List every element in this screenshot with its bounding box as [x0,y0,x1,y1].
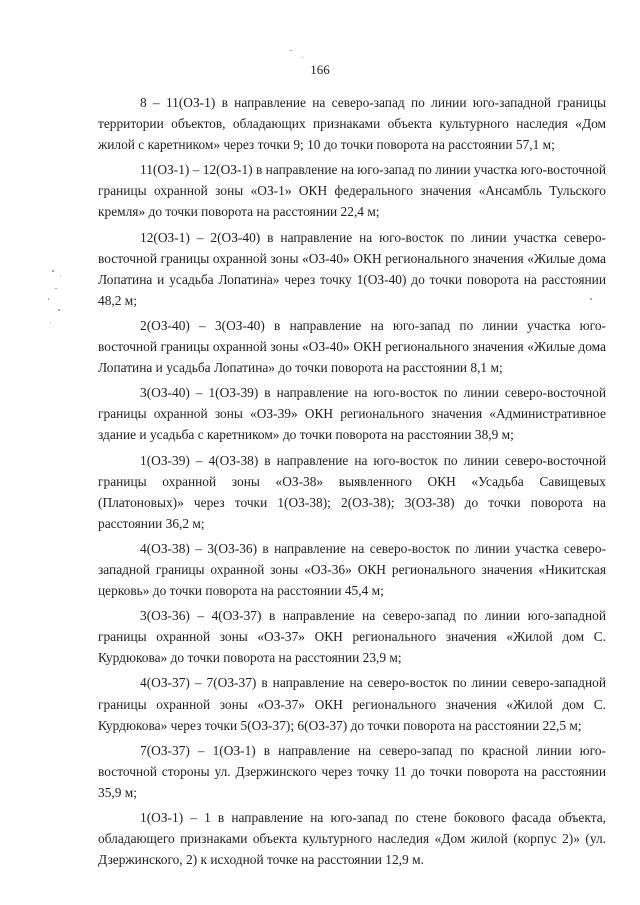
paragraph: 4(ОЗ-38) – 3(ОЗ-36) в направление на северо-восток по линии участка северо-западной границы охранной зоны «ОЗ-36» ОКН регионального значения «Никитская церковь» до точки поворота на расстоянии 45,4 м; [98,540,606,599]
page-number: 166 [310,62,330,77]
paragraph: 7(ОЗ-37) – 1(ОЗ-1) в направление на северо-запад по красной линии юго-восточной стороны ул. Дзержинского через точку 11 до точки поворота на расстоянии 35,9 м; [98,742,606,800]
document-body [98,92,606,874]
paragraph: 3(ОЗ-36) – 4(ОЗ-37) в направление на северо-запад по линии юго-западной границы охранной зоны «ОЗ-37» ОКН регионального значения «Жилой дом С. Курдюкова» до точки поворота на расстоянии 23,9 м; [98,608,606,666]
paragraph: 3(ОЗ-40) – 1(ОЗ-39) в направление на юго-восток по линии северо-восточной границы охранной зоны «ОЗ-39» ОКН регионального значения «Административное здание и усадьба с каретником» до точки поворота на расстоянии 38,9 м; [98,385,606,443]
paragraph: 12(ОЗ-1) – 2(ОЗ-40) в направление на юго-восток по линии участка северо-восточной границы охранной зоны «ОЗ-40» ОКН регионального значения «Жилые дома Лопатина и усадьба Лопатина» через точку 1(ОЗ-40) до точки поворота на расстоянии 48,2 м; [98,229,606,308]
paragraph: 1(ОЗ-1) – 1 в направление на юго-запад по стене бокового фасада объекта, обладающего признаками объекта культурного наследия «Дом жилой (корпус 2)» (ул. Дзержинского, 2) к исходной точке на расстоянии 12,9 м. [98,810,606,868]
paragraph: 4(ОЗ-37) – 7(ОЗ-37) в направление на северо-восток по линии северо-западной границы охранной зоны «ОЗ-37» ОКН регионального значения «Жилой дом С. Курдюкова» через точки 5(ОЗ-37); 6(ОЗ-37) до точки поворота на расстоянии 22,5 м; [98,675,606,733]
paragraph: 2(ОЗ-40) – 3(ОЗ-40) в направление на юго-запад по линии участка юго-восточной границы охранной зоны «ОЗ-40» ОКН регионального значения «Жилые дома Лопатина и усадьба Лопатина» до точки поворота на расстоянии 8,1 м; [98,317,606,376]
paragraph: 1(ОЗ-39) – 4(ОЗ-38) в направление на юго-восток по линии северо-восточной границы охранной зоны «ОЗ-38» выявленного ОКН «Усадьба Савищевых (Платоновых)» через точки 1(ОЗ-38); 2(ОЗ-38); 3(ОЗ-38) до точки поворота на расстоянии 36,2 м; [98,452,606,531]
paragraph: 11(ОЗ-1) – 12(ОЗ-1) в направление на юго-запад по линии участка юго-восточной границы охранной зоны «ОЗ-1» ОКН федерального значения «Ансамбль Тульского кремля» до точки поворота на расстоянии 22,4 м; [98,162,606,220]
paragraph: 8 – 11(ОЗ-1) в направление на северо-запад по линии юго-западной границы территории объектов, обладающих признаками объекта культурного наследия «Дом жилой с каретником» через точки 9; 10 до точки поворота на расстоянии 57,1 м; [98,95,606,153]
